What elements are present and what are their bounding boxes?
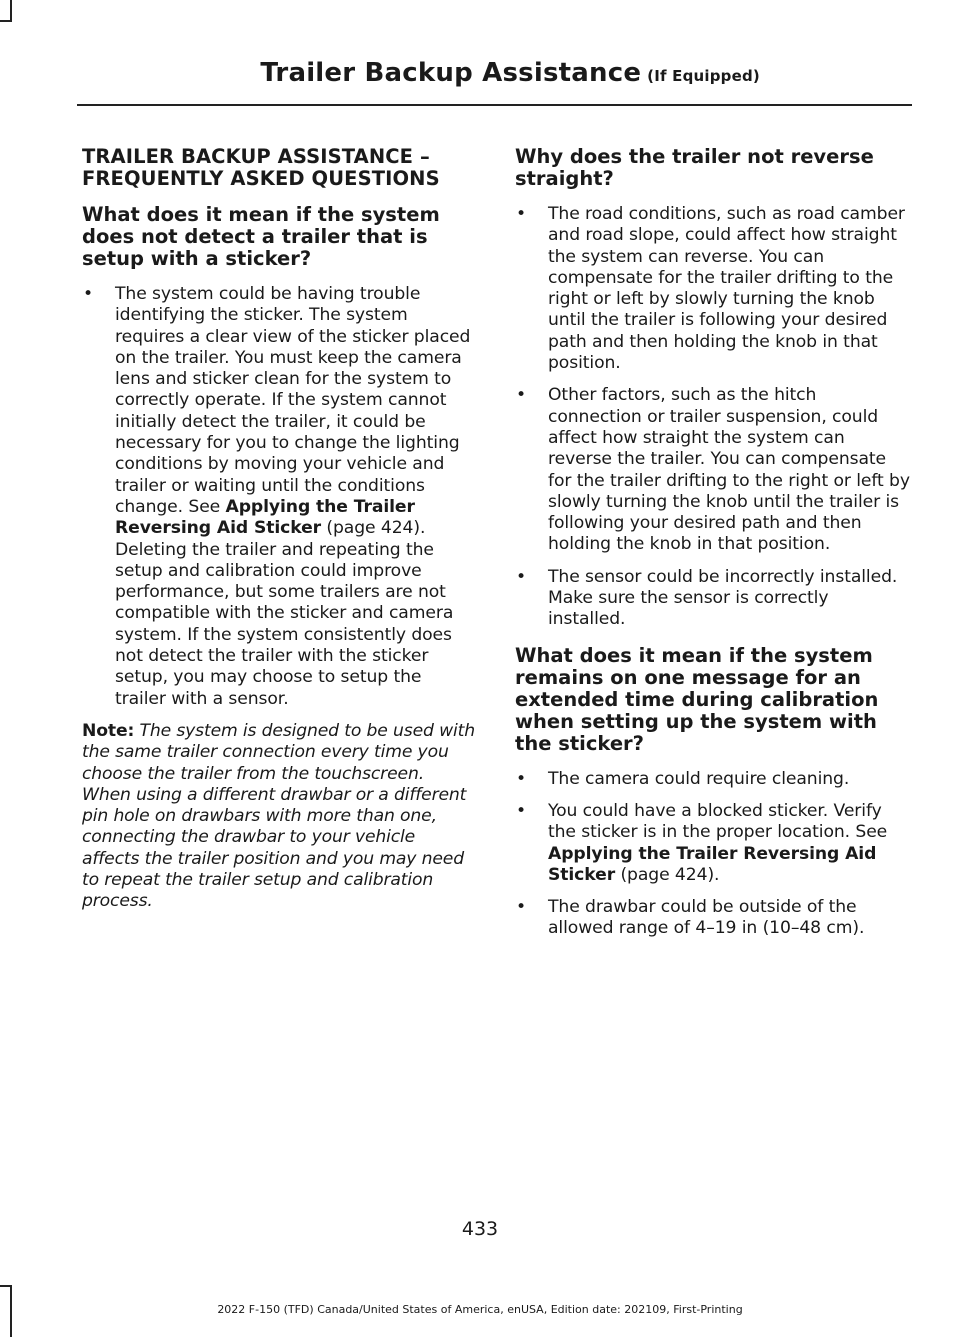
list-item [515,801,910,886]
running-header [260,58,760,88]
bullet-list [515,204,910,631]
bullet-text: The camera could require cleaning. [548,768,850,789]
crop-mark-top-left-v [10,0,12,22]
list-item [515,385,910,555]
crop-mark-top-left-h [0,20,12,22]
bullet-list [82,284,477,710]
left-column [82,146,477,913]
list-item [515,897,910,940]
note-paragraph [82,721,477,913]
bullet-marker: • [516,566,527,587]
list-item [515,204,910,374]
question-heading-calibration-message: What does it mean if the system remains on one message for an extended time during calibration when setting up the system with the sticker? [515,643,879,755]
list-item [515,769,910,790]
bullet-text: You could have a blocked sticker. Verify the sticker is in the proper location. See [548,800,888,843]
cross-reference: Applying the Trailer Reversing Aid Sticker [115,496,415,539]
bullet-text: The road conditions, such as road camber and road slope, could affect how straight the system can reverse. You can compensate for the trailer drifting to the right or left by slowly turning the knob until the trailer is following your desired path and then holding the knob in that position. [548,204,905,374]
note-text: The system is designed to be used with the same trailer connection every time you choose the trailer from the touchscreen. When using a different drawbar or a different pin hole on drawbars with more than one, connecting the drawbar to your vehicle affects the trailer position and you may need to repeat the trailer setup and calibration process. [82,720,475,912]
cross-reference: Applying the Trailer Reversing Aid Sticker [548,843,877,885]
question-heading-sticker-detect: What does it mean if the system does not detect a trailer that is setup with a sticker? [82,203,440,270]
page-number: 433 [461,1218,499,1240]
footer-edition-info: 2022 F-150 (TFD) Canada/United States of America, enUSA, Edition date: 202109, First-Printing [217,1303,743,1316]
bullet-marker: • [516,385,527,406]
note-label: Note: [82,720,135,741]
list-item [82,284,477,710]
bullet-marker: • [516,768,527,789]
right-column [515,146,910,951]
section-heading: TRAILER BACKUP ASSISTANCE – FREQUENTLY ASKED QUESTIONS [82,145,440,190]
header-title: Trailer Backup Assistance [260,58,642,88]
bullet-text: (page 424). [615,864,720,885]
bullet-text: The sensor could be incorrectly installed. Make sure the sensor is correctly installed. [548,566,898,630]
crop-mark-bottom-left-h [0,1285,12,1287]
bullet-marker: • [516,800,527,821]
bullet-marker: • [516,204,527,224]
bullet-text: The system could be having trouble identifying the sticker. The system requires a clear view of the sticker placed on the trailer. You must keep the camera lens and sticker clean for the system to correctly operate. If the system cannot initially detect the trailer, it could be necessary for you to change the lighting conditions by moving your vehicle and trailer or waiting until the conditions change. See [115,284,471,517]
question-heading-reverse-straight: Why does the trailer not reverse straight? [515,145,874,190]
header-subtitle: (If Equipped) [647,67,760,85]
bullet-text: Other factors, such as the hitch connection or trailer suspension, could affect how straight the system can reverse the trailer. You can compensate for the trailer drifting to the right or left by slowly turning the knob until the trailer is following your desired path and then holding the knob in that position. [548,385,910,555]
bullet-marker: • [516,897,527,918]
list-item [515,567,910,631]
bullet-list [515,769,910,940]
bullet-text: The drawbar could be outside of the allowed range of 4–19 in (10–48 cm). [548,897,865,939]
bullet-marker: • [83,284,94,304]
header-rule [77,104,912,106]
bullet-text: (page 424). Deleting the trailer and repeating the setup and calibration could improve performance, but some trailers are not compatible with the sticker and camera system. If the system consistently does not detect the trailer with the sticker setup, you may choose to setup the trailer with a sensor. [115,518,454,709]
